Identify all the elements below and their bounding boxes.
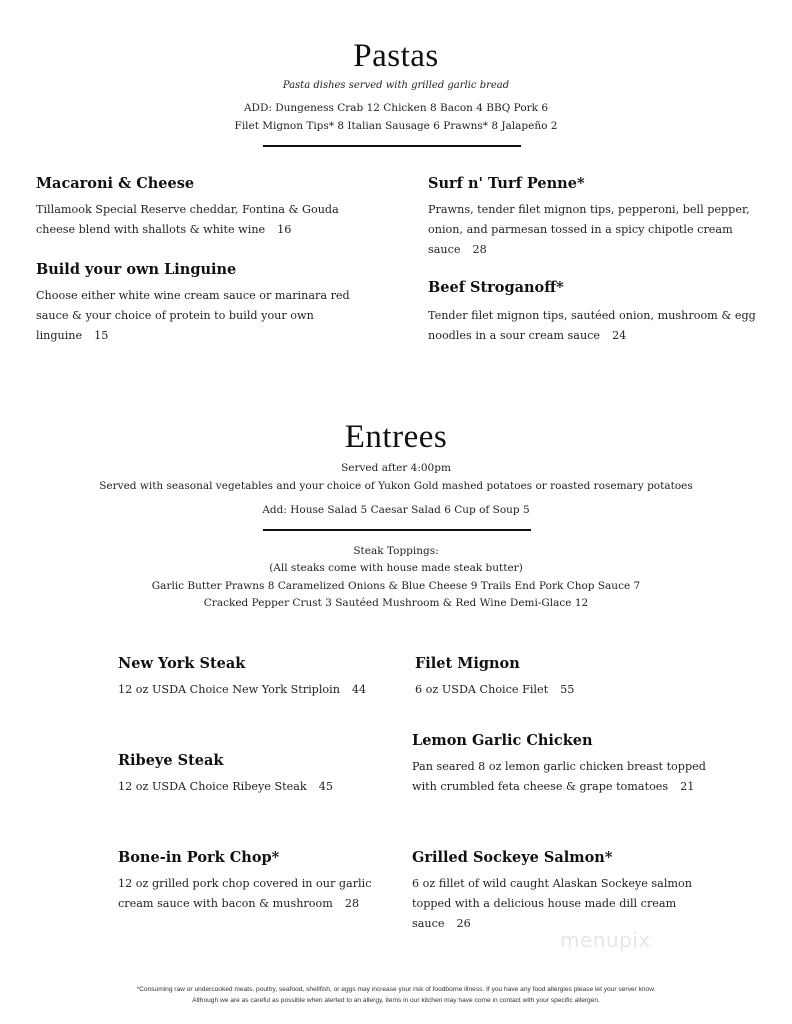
menu-item-grilled-sockeye-salmon bbox=[412, 849, 697, 934]
menu-item-lemon-garlic-chicken bbox=[412, 732, 707, 797]
item-description: Tillamook Special Reserve cheddar, Fontina & Gouda cheese blend with shallots & white wine 16 bbox=[36, 203, 339, 236]
menu-item-beef-stroganoff bbox=[428, 279, 763, 346]
item-price: 24 bbox=[612, 329, 627, 342]
item-name: Filet Mignon bbox=[415, 655, 520, 672]
watermark: menupix bbox=[560, 928, 651, 952]
item-price: 28 bbox=[472, 243, 487, 256]
steak-toppings-line-1: Garlic Butter Prawns 8 Caramelized Onions & Blue Cheese 9 Trails End Pork Chop Sauce 7 bbox=[151, 580, 641, 592]
pastas-add-line-2: Filet Mignon Tips* 8 Italian Sausage 6 Prawns* 8 Jalapeño 2 bbox=[234, 120, 558, 132]
menu-item-ribeye-steak bbox=[118, 752, 408, 797]
item-description: 6 oz USDA Choice Filet 55 bbox=[415, 683, 575, 696]
item-description: 12 oz grilled pork chop covered in our garlic cream sauce with bacon & mushroom 28 bbox=[118, 877, 372, 910]
steak-toppings-note: (All steaks come with house made steak butter) bbox=[269, 562, 523, 574]
item-name: Bone-in Pork Chop* bbox=[118, 849, 280, 866]
menu-item-filet-mignon bbox=[415, 655, 705, 700]
item-price: 26 bbox=[456, 917, 471, 930]
item-name: Build your own Linguine bbox=[36, 261, 237, 278]
allergy-disclaimer-line-2: Although we are as careful as possible when alerted to an allergy, items in our kitchen may have come in contact with your specific allergen. bbox=[192, 997, 600, 1004]
item-description: 12 oz USDA Choice Ribeye Steak 45 bbox=[118, 780, 333, 793]
item-name: Lemon Garlic Chicken bbox=[412, 732, 593, 749]
pastas-divider bbox=[263, 145, 521, 147]
allergy-disclaimer-line-1: *Consuming raw or undercooked meats, poultry, seafood, shellfish, or eggs may increase your risk of foodborne illness. If you have any food allergies please let your server know. bbox=[136, 986, 656, 993]
menu-item-new-york-steak bbox=[118, 655, 408, 700]
entrees-served-after: Served after 4:00pm bbox=[341, 462, 451, 474]
menu-item-build-your-own-linguine bbox=[36, 261, 366, 346]
entrees-served-with: Served with seasonal vegetables and your choice of Yukon Gold mashed potatoes or roasted rosemary potatoes bbox=[99, 480, 693, 492]
menu-item-macaroni-cheese bbox=[36, 175, 366, 240]
item-name: Grilled Sockeye Salmon* bbox=[412, 849, 613, 866]
item-name: New York Steak bbox=[118, 655, 246, 672]
item-name: Beef Stroganoff* bbox=[428, 279, 564, 296]
item-name: Surf n' Turf Penne* bbox=[428, 175, 585, 192]
item-price: 21 bbox=[680, 780, 695, 793]
item-price: 15 bbox=[94, 329, 109, 342]
item-price: 45 bbox=[318, 780, 333, 793]
pastas-add-line-1: ADD: Dungeness Crab 12 Chicken 8 Bacon 4 BBQ Pork 6 bbox=[243, 102, 549, 114]
item-description: 12 oz USDA Choice New York Striploin 44 bbox=[118, 683, 367, 696]
entrees-title: Entrees bbox=[344, 419, 448, 455]
item-price: 28 bbox=[344, 897, 360, 910]
menu-item-surf-n-turf-penne bbox=[428, 175, 763, 260]
steak-toppings-title: Steak Toppings: bbox=[353, 545, 439, 557]
item-price: 55 bbox=[560, 683, 575, 696]
pastas-subtitle: Pasta dishes served with grilled garlic bread bbox=[282, 80, 510, 91]
entrees-divider bbox=[263, 529, 531, 531]
item-name: Ribeye Steak bbox=[118, 752, 224, 769]
menu-item-bone-in-pork-chop bbox=[118, 849, 398, 914]
item-description: Prawns, tender filet mignon tips, pepperoni, bell pepper, onion, and parmesan tossed in a spicy chipotle cream sauce 28 bbox=[428, 203, 750, 256]
entrees-add-line: Add: House Salad 5 Caesar Salad 6 Cup of Soup 5 bbox=[262, 504, 530, 516]
item-price: 44 bbox=[351, 683, 367, 696]
item-description: Tender filet mignon tips, sautéed onion, mushroom & egg noodles in a sour cream sauce 24 bbox=[428, 309, 756, 342]
pastas-title: Pastas bbox=[353, 38, 439, 74]
item-name: Macaroni & Cheese bbox=[36, 175, 195, 192]
item-description: Choose either white wine cream sauce or marinara red sauce & your choice of protein to build your own linguine 15 bbox=[36, 289, 350, 342]
item-description: Pan seared 8 oz lemon garlic chicken breast topped with crumbled feta cheese & grape tomatoes 21 bbox=[412, 760, 706, 793]
steak-toppings-line-2: Cracked Pepper Crust 3 Sautéed Mushroom & Red Wine Demi-Glace 12 bbox=[203, 597, 589, 609]
item-price: 16 bbox=[277, 223, 292, 236]
item-description: 6 oz fillet of wild caught Alaskan Sockeye salmon topped with a delicious house made dill cream sauce 26 bbox=[412, 877, 692, 930]
